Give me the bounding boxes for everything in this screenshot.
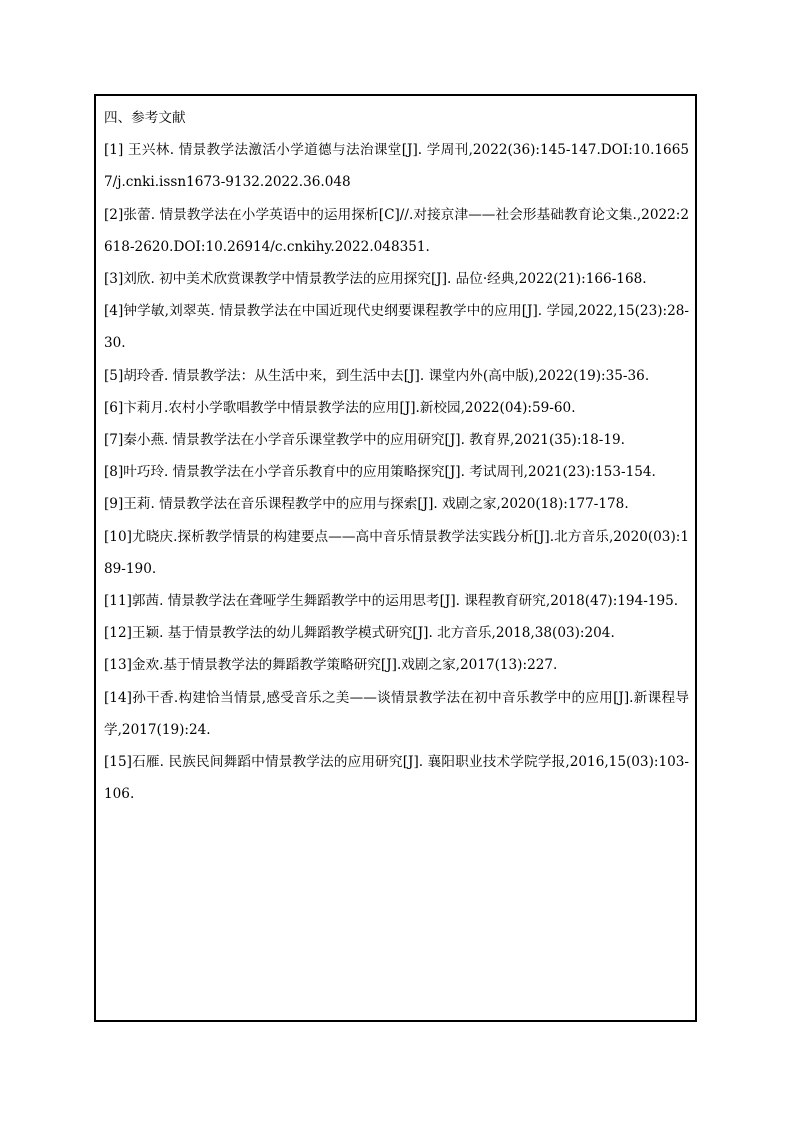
- reference-item-15: [15]石雁. 民族民间舞蹈中情景教学法的应用研究[J]. 襄阳职业技术学院学报,2016,15(03):103-106.: [104, 754, 689, 803]
- reference-item-9: [9]王莉. 情景教学法在音乐课程教学中的应用与探索[J]. 戏剧之家,2020(18):177-178.: [104, 496, 629, 513]
- reference-item-1: [1] 王兴林. 情景教学法激活小学道德与法治课堂[J]. 学周刊,2022(36):145-147.DOI:10.16657/j.cnki.issn1673-9132.2022.36.048: [104, 142, 689, 191]
- reference-item-8: [8]叶巧玲. 情景教学法在小学音乐教育中的应用策略探究[J]. 考试周刊,2021(23):153-154.: [104, 464, 656, 481]
- reference-item-5: [5]胡玲香. 情景教学法：从生活中来，到生活中去[J]. 课堂内外(高中版),2022(19):35-36.: [104, 367, 650, 384]
- reference-item-12: [12]王颖. 基于情景教学法的幼儿舞蹈教学模式研究[J]. 北方音乐,2018,38(03):204.: [104, 625, 615, 642]
- reference-item-2: [2]张蕾. 情景教学法在小学英语中的运用探析[C]//.对接京津——社会形基础教育论文集.,2022:2618-2620.DOI:10.26914/c.cnkihy.2022.048351.: [104, 206, 689, 255]
- references-table-cell: [94, 94, 697, 1022]
- section-title: 四、参考文献: [104, 110, 186, 126]
- reference-item-3: [3]刘欣. 初中美术欣赏课教学中情景教学法的应用探究[J]. 品位·经典,2022(21):166-168.: [104, 271, 647, 288]
- reference-item-7: [7]秦小燕. 情景教学法在小学音乐课堂教学中的应用研究[J]. 教育界,2021(35):18-19.: [104, 432, 625, 449]
- reference-item-6: [6]卞莉月.农村小学歌唱教学中情景教学法的应用[J].新校园,2022(04):59-60.: [104, 399, 576, 416]
- reference-item-10: [10]尤晓庆.探析教学情景的构建要点——高中音乐情景教学法实践分析[J].北方音乐,2020(03):189-190.: [104, 528, 689, 577]
- reference-item-4: [4]钟学敏,刘翠英. 情景教学法在中国近现代史纲要课程教学中的应用[J]. 学园,2022,15(23):28-30.: [104, 303, 689, 352]
- reference-item-11: [11]郭茜. 情景教学法在聋哑学生舞蹈教学中的运用思考[J]. 课程教育研究,2018(47):194-195.: [104, 593, 679, 610]
- references-content: [104, 102, 689, 810]
- reference-item-13: [13]金欢.基于情景教学法的舞蹈教学策略研究[J].戏剧之家,2017(13):227.: [104, 657, 558, 674]
- reference-item-14: [14]孙干香.构建恰当情景,感受音乐之美——谈情景教学法在初中音乐教学中的应用[J].新课程导学,2017(19):24.: [104, 689, 689, 738]
